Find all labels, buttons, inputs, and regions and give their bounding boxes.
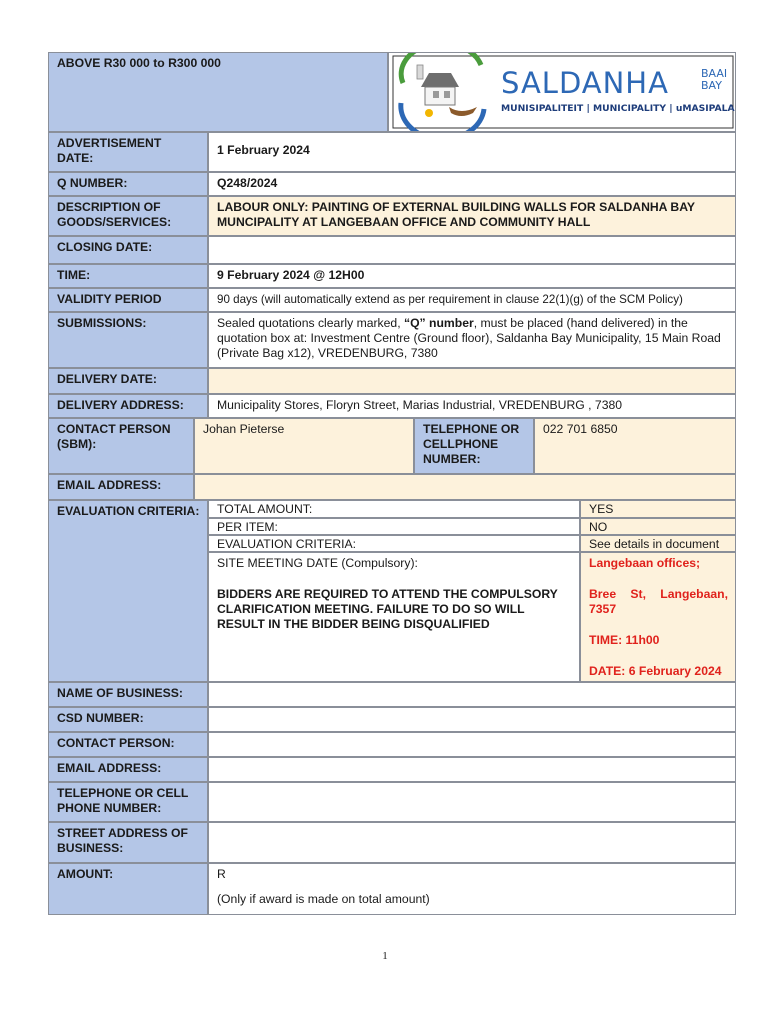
- amount-label: AMOUNT:: [48, 863, 208, 915]
- eval-address: Bree St, Langebaan, 7357: [589, 587, 728, 616]
- contact-person-row: [48, 418, 736, 474]
- email-value: [194, 474, 736, 500]
- closing-date-row: [48, 236, 736, 264]
- svg-text:SALDANHA: SALDANHA: [501, 66, 669, 100]
- validity-label: VALIDITY PERIOD: [48, 288, 208, 312]
- business-name-label: NAME OF BUSINESS:: [48, 682, 208, 707]
- email-label: EMAIL ADDRESS:: [48, 474, 194, 500]
- time-label: TIME:: [48, 264, 208, 288]
- q-number-value: Q248/2024: [208, 172, 736, 196]
- bidder-email-label: EMAIL ADDRESS:: [48, 757, 208, 782]
- eval-site-meeting-label: SITE MEETING DATE (Compulsory):: [217, 556, 418, 570]
- business-name-field[interactable]: [208, 682, 736, 707]
- page-number: 1: [382, 950, 388, 962]
- header-row: [48, 52, 736, 132]
- submissions-text-end: , must be placed (hand delivered) in the quotation box at: Investment Centre (Ground floor), Saldanha Bay Municipality, 15 Main Road (Private Bag x12), VREDENBURG, 7380: [217, 316, 721, 360]
- eval-per-item-value: NO: [580, 518, 736, 535]
- csd-number-label: CSD NUMBER:: [48, 707, 208, 732]
- csd-number-field[interactable]: [208, 707, 736, 732]
- submissions-label: SUBMISSIONS:: [48, 312, 208, 368]
- business-name-row: [48, 682, 736, 707]
- submissions-row: [48, 312, 736, 368]
- delivery-date-row: [48, 368, 736, 394]
- eval-time: TIME: 11h00: [589, 633, 660, 647]
- eval-site-meeting-value-cell: [580, 552, 736, 682]
- email-row: [48, 474, 736, 500]
- amount-field[interactable]: [208, 863, 736, 915]
- svg-text:BAAI: BAAI: [701, 67, 728, 80]
- validity-row: [48, 288, 736, 312]
- submissions-q-number-emphasis: “Q” number: [403, 316, 474, 330]
- q-number-row: [48, 172, 736, 196]
- closing-date-label: CLOSING DATE:: [48, 236, 208, 264]
- bidder-phone-row: [48, 782, 736, 822]
- advertisement-date-label: ADVERTISEMENT DATE:: [48, 132, 208, 172]
- logo-cell: [388, 52, 736, 132]
- q-number-label: Q NUMBER:: [48, 172, 208, 196]
- description-row: [48, 196, 736, 236]
- delivery-address-label: DELIVERY ADDRESS:: [48, 394, 208, 418]
- amount-note: (Only if award is made on total amount): [217, 892, 430, 906]
- validity-value: 90 days (will automatically extend as per requirement in clause 22(1)(g) of the SCM Policy): [208, 288, 736, 312]
- eval-criteria-value: See details in document: [580, 535, 736, 552]
- bidder-contact-field[interactable]: [208, 732, 736, 757]
- eval-bidders-notice: BIDDERS ARE REQUIRED TO ATTEND THE COMPULSORY CLARIFICATION MEETING. FAILURE TO DO SO WILL RESULT IN THE BIDDER BEING DISQUALIFIED: [217, 587, 558, 631]
- advertisement-date-row: [48, 132, 736, 172]
- contact-person-value: Johan Pieterse: [194, 418, 414, 474]
- header-title: ABOVE R30 000 to R300 000: [48, 52, 388, 132]
- eval-date: DATE: 6 February 2024: [589, 664, 722, 678]
- evaluation-row: [48, 500, 736, 682]
- time-row: [48, 264, 736, 288]
- eval-site-meeting-value: Langebaan offices;: [589, 556, 701, 570]
- street-address-row: [48, 822, 736, 863]
- submissions-value: [208, 312, 736, 368]
- contact-person-label: CONTACT PERSON (SBM):: [48, 418, 194, 474]
- saldanha-bay-municipality-logo-icon: [389, 53, 735, 131]
- delivery-address-row: [48, 394, 736, 418]
- svg-text:MUNISIPALITEIT | MUNICIPALITY: MUNISIPALITEIT | MUNICIPALITY | uMASIPALA: [501, 103, 735, 114]
- municipality-logo: [389, 53, 735, 131]
- evaluation-label: EVALUATION CRITERIA:: [48, 500, 208, 682]
- eval-total-amount-label: TOTAL AMOUNT:: [208, 500, 580, 518]
- bidder-email-field[interactable]: [208, 757, 736, 782]
- bidder-phone-field[interactable]: [208, 782, 736, 822]
- bidder-email-row: [48, 757, 736, 782]
- svg-text:BAY: BAY: [701, 79, 722, 92]
- eval-total-amount-value: YES: [580, 500, 736, 518]
- description-value: LABOUR ONLY: PAINTING OF EXTERNAL BUILDING WALLS FOR SALDANHA BAY MUNCIPALITY AT LANGEBAAN OFFICE AND COMMUNITY HALL: [208, 196, 736, 236]
- submissions-text-start: Sealed quotations clearly marked,: [217, 316, 404, 330]
- eval-criteria-label: EVALUATION CRITERIA:: [208, 535, 580, 552]
- time-value: 9 February 2024 @ 12H00: [208, 264, 736, 288]
- delivery-date-label: DELIVERY DATE:: [48, 368, 208, 394]
- advertisement-date-value: 1 February 2024: [208, 132, 736, 172]
- bidder-contact-label: CONTACT PERSON:: [48, 732, 208, 757]
- eval-site-meeting-cell: [208, 552, 580, 682]
- delivery-date-value: [208, 368, 736, 394]
- amount-currency: R: [217, 867, 226, 881]
- description-label: DESCRIPTION OF GOODS/SERVICES:: [48, 196, 208, 236]
- bidder-contact-row: [48, 732, 736, 757]
- csd-number-row: [48, 707, 736, 732]
- street-address-field[interactable]: [208, 822, 736, 863]
- amount-row: [48, 863, 736, 915]
- delivery-address-value: Municipality Stores, Floryn Street, Marias Industrial, VREDENBURG , 7380: [208, 394, 736, 418]
- street-address-label: STREET ADDRESS OF BUSINESS:: [48, 822, 208, 863]
- telephone-value: 022 701 6850: [534, 418, 736, 474]
- bidder-phone-label: TELEPHONE OR CELL PHONE NUMBER:: [48, 782, 208, 822]
- eval-per-item-label: PER ITEM:: [208, 518, 580, 535]
- telephone-label: TELEPHONE OR CELLPHONE NUMBER:: [414, 418, 534, 474]
- closing-date-value: [208, 236, 736, 264]
